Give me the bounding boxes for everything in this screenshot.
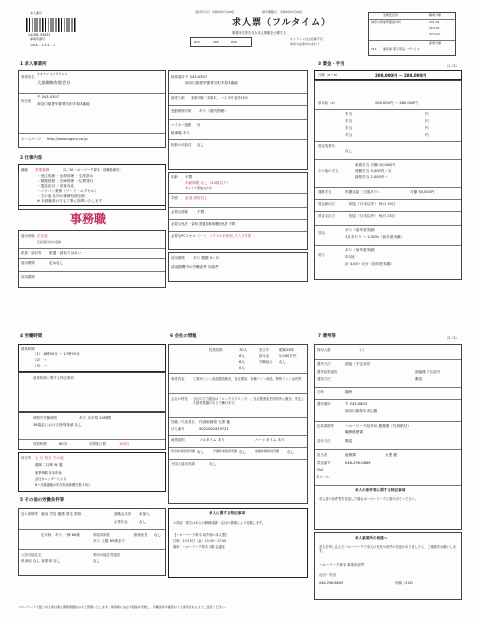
job-title: 営業事務 xyxy=(35,168,50,172)
rehire-label: 再雇用制度 xyxy=(93,533,110,537)
pension-label: 企業年金 xyxy=(114,520,128,524)
requirements-box xyxy=(168,172,308,250)
holiday-box xyxy=(18,452,166,492)
hours-special-label: 就業時間に関する特記事項 xyxy=(33,376,74,380)
job-desc-2: ・納期管理 ・在庫管理 ・伝票発行 xyxy=(37,179,94,183)
online-note: オンライン自主応募不可 xyxy=(290,37,323,41)
period-label: 雇用期間 xyxy=(21,261,35,265)
fixed-ot-value: なし xyxy=(345,149,353,153)
job-desc-box xyxy=(18,172,166,210)
rep-value: 代表取締役 大黒 健 xyxy=(199,420,231,424)
hours-label: 就業時間 xyxy=(21,347,35,351)
closing-label: 賃金締切日 xyxy=(318,202,335,206)
commute-max: 月額 50,000円 xyxy=(410,190,435,194)
period-value: 定めなし xyxy=(49,261,64,265)
other-allowance-label: その他の手当 xyxy=(318,169,339,173)
workplace-address: 神奈川県愛甲郡愛川町半原3番地 xyxy=(185,81,238,85)
car-label: マイカー通勤 xyxy=(171,123,192,127)
break-label: 休憩時間 xyxy=(33,442,47,446)
special-title: 求人に関する特記事項 xyxy=(209,511,245,515)
union-value: なし xyxy=(279,360,287,364)
wage-detail-box xyxy=(314,80,462,280)
job-number-label: 求人番号 xyxy=(30,11,43,15)
hours-special-box xyxy=(18,372,166,412)
fixed-ot-label: 固定残業代 xyxy=(318,144,335,148)
employees-place: 6人 xyxy=(239,354,245,358)
holiday-label: 休日等 xyxy=(21,456,32,460)
receipt-date-label: 受付年月日 xyxy=(195,10,211,14)
special-line-2: 【ハローワーク厚木 紹介員の求人票】 xyxy=(173,533,229,537)
raise-label: 昇給 xyxy=(318,231,325,235)
barcode-text: 14108- 94631 xyxy=(28,33,51,37)
age-note: 年齢制限 なし（44歳以下） xyxy=(185,181,231,185)
business-value: 工業用ミシン部品製造販売。自社製品：各種ミシン部品、特殊ミシン金具等 xyxy=(193,377,302,381)
hw-name: 山田・杉田 xyxy=(319,573,336,577)
childcare-label: 利用可能託児施設 xyxy=(93,553,121,557)
payday-value: 固定（月末以外） 毎月 25日 xyxy=(349,214,396,218)
count-label: 採用人数 xyxy=(317,348,331,352)
company-box xyxy=(18,70,166,148)
base-label: 基本給（a） xyxy=(318,101,338,105)
homepage-label: ホームページ xyxy=(21,137,42,141)
nearest-station: 本厚木駅「本厚木」 バス 3号 徒歩10分 xyxy=(191,96,248,100)
job-desc-6: ※ 未経験者の方も丁寧に指導いたします xyxy=(37,199,103,203)
union-label: 労働組合 xyxy=(259,360,273,364)
job-desc-3: ・電話応対 ・来客対応 xyxy=(37,184,75,188)
special2-title: 求人の条件等に関する特記事項 xyxy=(355,488,406,492)
housing-value: 単身用 なし 世帯用 なし xyxy=(21,559,61,563)
special-line-4: 場所：ハローワーク厚木 2階 会議室 xyxy=(173,545,225,549)
business-label: 事業内容 xyxy=(171,377,185,381)
trial-label: 試用期間 xyxy=(21,275,35,279)
annual-label: 年間休日数 xyxy=(89,442,106,446)
employment-label: 雇用形態 xyxy=(21,234,35,238)
education-value: 必須 高校以上 xyxy=(185,196,208,200)
job-desc-1: ・受注処理 ・出荷管理 ・生産指示 xyxy=(37,174,94,178)
employment-box xyxy=(18,230,166,288)
address-label: 所在地 xyxy=(21,99,32,103)
closing-value: 固定（月末以外） 毎月 10日 xyxy=(349,202,396,206)
send-label: 送付方法 xyxy=(317,439,331,443)
nursing-value: なし xyxy=(287,450,295,454)
parking-value: 駐車場 あり xyxy=(171,131,191,135)
extension-label: 勤務延長 xyxy=(134,533,148,537)
car-value: 可 xyxy=(197,123,201,127)
gov-code-2: 165 xyxy=(213,40,219,44)
allowance-4-name: 手当 xyxy=(345,133,353,137)
section7-page: （2／2） xyxy=(445,336,459,340)
rep-label: 役職／代表者名 xyxy=(171,420,195,424)
founded-label: 設立年 xyxy=(259,348,270,352)
corp-label: 法人番号 xyxy=(171,427,185,431)
job-code: （2／10 ハローワーク厚木・総職員補充） xyxy=(61,168,123,172)
extension-value: なし xyxy=(154,533,162,537)
transfer-label: 転勤の可能性 xyxy=(171,143,192,147)
section6-title: 6 会社の情報 xyxy=(170,334,197,339)
retire-label: 退職金共済 xyxy=(114,512,131,516)
employment-value: 正社員 xyxy=(37,234,48,238)
trial-period-label: 試用期間 xyxy=(171,256,185,260)
nursing-label: 看護休暇取得実績 xyxy=(255,449,280,453)
job-class-2: 253-01 xyxy=(429,26,440,30)
special-line-3: 日時：2月10日（金）13:30〜17:00 xyxy=(173,539,227,543)
allowance-1-val: 円 xyxy=(425,112,429,116)
license-value: 普通自動車運転免許 不問 xyxy=(199,222,236,226)
method-value: 面接（予定1回） xyxy=(345,362,373,366)
allowance-2-name: 手当 xyxy=(345,119,353,123)
date-label: 日時 xyxy=(317,390,324,394)
insurance-label: 加入保険等 xyxy=(21,512,38,516)
capital-label: 資本金 xyxy=(259,354,270,358)
childleave-label: 育児休業取得実績 xyxy=(171,449,196,453)
payday-label: 賃金支払日 xyxy=(318,214,335,218)
bonus-label: 賞与 xyxy=(318,253,325,257)
job-class-3: 273-03 xyxy=(429,32,440,36)
wage-range: 200,000円 〜 280,000円 xyxy=(375,72,427,78)
other-allowance-2: 皆勤手当 3,000円／月 xyxy=(355,169,392,173)
venue-label: 選考場所 xyxy=(317,402,331,406)
age-value: 不問 xyxy=(185,175,193,179)
age-reason: キャリア形成のため xyxy=(185,186,213,190)
industry-text: 製造業 電子部品・デバイス xyxy=(383,47,420,51)
contact-dept: 総務課 xyxy=(345,453,356,457)
company-postal: 〒 243-0307 xyxy=(37,95,60,99)
company-label: 事業所名 xyxy=(21,75,35,79)
ot-value: あり 月平均 10時間 xyxy=(79,416,112,420)
contact-name: 大黒 健 xyxy=(385,453,397,457)
section7-title: 7 選考等 xyxy=(318,334,336,339)
job-class-1: 271-01 xyxy=(429,20,440,24)
hw-ext: 内線（318） xyxy=(395,581,416,585)
industry-label: 産業分類 xyxy=(429,41,442,45)
method-label: 選考方法 xyxy=(317,362,331,366)
job-class-label: 職業分類 xyxy=(429,13,442,17)
tel-value: 046-290-0689 xyxy=(345,461,371,465)
commute-value: 実費支給（上限あり） xyxy=(345,190,381,194)
hw-title: 求人事業所の皆様へ xyxy=(355,536,388,540)
pension-value: なし xyxy=(139,520,147,524)
online-note-2: 常所方法等外の求行ト xyxy=(290,42,321,46)
company-info-box xyxy=(168,344,308,504)
trial-box xyxy=(168,252,308,282)
company-furigana: オオヤマ セイサクショ xyxy=(37,72,68,76)
raise-value: あり（前年度実績） xyxy=(345,228,378,232)
gov-code-3: 836 xyxy=(231,40,237,44)
shift-3: （3） 〜 xyxy=(33,364,48,368)
result-value: 面接後 7日以内 xyxy=(415,370,440,374)
expiry-label: 紹介期限日 xyxy=(262,10,278,14)
experience-value: 不問 xyxy=(197,210,205,214)
section3-title: 3 賃金・手当 xyxy=(318,62,345,67)
fax-label: FAX xyxy=(317,468,324,472)
result-label: 選考結果通知 xyxy=(317,370,338,374)
smoking-value: あり（屋内禁煙） xyxy=(199,109,228,113)
stamp-handwritten: 事務職 xyxy=(70,212,107,226)
allowance-2-val: 円 xyxy=(425,119,429,123)
overtime-box xyxy=(18,412,166,450)
workplace-postal: 〒 243-0307 xyxy=(185,75,208,79)
care-label: 介護休業取得実績 xyxy=(213,449,238,453)
working-value: フルタイム あり xyxy=(199,438,225,442)
job-desc-4: ・パソコン業務（ワード・エクセル） xyxy=(37,189,99,193)
count-value: 1人 xyxy=(359,348,365,352)
docs-value: ハローワーク紹介状 履歴書（写真貼付） xyxy=(345,424,411,428)
feature-value: 当社の主力製品は「ロックスプリング」。自社製造品を国内外に販売。安定した経営基盤のもとで働けます。 xyxy=(193,397,305,405)
education-label: 学歴 xyxy=(171,196,178,200)
section5-title: 5 その他の労働条件等 xyxy=(20,498,65,503)
job-title-label: 職種 xyxy=(21,168,28,172)
selection-box xyxy=(314,344,462,530)
employees-part: 0人 xyxy=(239,366,245,370)
allowance-3-name: 手当 xyxy=(345,126,353,130)
age-label: 年齢 xyxy=(171,175,178,179)
special-line-1: ＊昇給・賞与は本人の勤務成績・会社の業績により変動します。 xyxy=(173,521,266,525)
mgmt-box xyxy=(368,12,456,56)
workplace-box xyxy=(168,70,308,170)
pc-label: 必要なPCスキル xyxy=(171,234,196,238)
workplace-label: 就業場所 xyxy=(171,75,185,79)
allowance-3-val: 円 xyxy=(425,126,429,130)
dispatch-value: 派遣・請負ではない xyxy=(49,251,82,255)
raise-amount: 1月あたり 〜 2.00%（前年度実績） xyxy=(345,235,405,239)
trial-note: 試用期間中の労働条件 同条件 xyxy=(171,265,219,269)
employees-total: 70人 xyxy=(239,348,248,352)
pc-value: ワード、エクセルを使用した入力作業 xyxy=(197,234,251,238)
founded-value: 昭和26年 xyxy=(279,348,295,352)
holiday-note-1: 夏季休暇 年末年始 xyxy=(35,471,62,475)
insurance-value: 雇用 労災 健康 厚生 財形 xyxy=(41,512,82,516)
employees-label: 従業員数 xyxy=(209,348,223,352)
company-address: 神奈川県愛甲郡愛川町半原3番地 xyxy=(37,102,90,106)
venue-postal: 〒 243-0803 xyxy=(345,402,368,406)
care-value: なし xyxy=(239,450,247,454)
tel-label: 電話番号 xyxy=(317,461,331,465)
base-value: 200,000円 〜 280,000円 xyxy=(375,101,418,105)
rehire-value: あり 上限 65歳まで xyxy=(93,539,126,543)
bonus-value: あり（前年度実績） xyxy=(345,248,378,252)
barcode xyxy=(26,18,76,32)
allowance-4-val: 円 xyxy=(425,133,429,137)
trial-value: あり 期間 3ヶ月 xyxy=(193,256,220,260)
ot-note: 36協定における特別条項 なし xyxy=(33,423,82,427)
shift-1: （1） 8時00分 〜 17時15分 xyxy=(33,352,80,356)
date-value: 随時 xyxy=(345,390,353,394)
notify-value: 郵送 xyxy=(415,377,423,381)
retirement-value: あり 一律 60歳 xyxy=(55,533,80,537)
housing-label: 入居可能住宅 xyxy=(21,553,42,557)
venue-value: 神奈川県厚木市山際 xyxy=(345,409,378,413)
company-name: 大黒鋼線有限会社 xyxy=(37,80,71,85)
childcare-value: なし xyxy=(93,559,101,563)
dispatch-label: 派遣・請負等 xyxy=(21,251,42,255)
employment-note: 正社員以外の名称 xyxy=(37,240,62,244)
gov-code-box xyxy=(190,37,252,47)
transfer-value: なし xyxy=(197,143,205,147)
ot-label: 時間外労働時間 xyxy=(33,416,57,420)
annual-value: 105日 xyxy=(119,442,130,446)
commute-label: 通勤手当 xyxy=(318,190,332,194)
section3-page: （1／2） xyxy=(445,64,459,68)
gov-code-1: 870 xyxy=(194,40,200,44)
retirement-label: 定年制 xyxy=(41,533,52,537)
special-box xyxy=(168,508,308,578)
childleave-value: なし xyxy=(197,450,205,454)
hw-box xyxy=(314,532,462,600)
foreign-label: 外国人雇用実績 xyxy=(171,462,195,466)
mgmt-label: 受理安定所 xyxy=(383,13,399,17)
wage-label: 月額（a＋b） xyxy=(318,73,340,77)
capital-value: 5,000万円 xyxy=(279,354,297,358)
receipt-date: 令和5年7月28日 xyxy=(212,10,235,14)
office-number: 1416－ 1 0 2－ 1 xyxy=(30,43,56,47)
docs-label: 応募書類等 xyxy=(317,424,334,428)
experience-label: 必要な経験 xyxy=(171,210,188,214)
email-label: Eメール xyxy=(317,475,330,479)
part-rule-value: パートタイム あり xyxy=(255,438,285,442)
industry-code: 111 xyxy=(371,47,377,51)
other-allowance-3: 資格手当 2,000円〜 xyxy=(355,175,388,179)
holiday-note-3: 6ヶ月経過後の年次有給休暇日数 10日 xyxy=(35,483,90,487)
page-subtitle: 事業所名等を含む求人情報を公開する xyxy=(232,31,287,35)
docs-value-2: 職務経歴書 xyxy=(345,430,363,434)
corp-value: 9021001929721 xyxy=(199,427,229,431)
footer-note: ハローワークで扱う求人票は個人情報保護法のもと管理いたします。採用時には必ず面接を実施し、労働条件を確認のうえ採用されるようご留意ください。 xyxy=(18,605,228,609)
allowance-1-name: 手当 xyxy=(345,112,353,116)
wage-box xyxy=(314,70,462,80)
retire-value: 未加入 xyxy=(139,512,150,516)
office-number-label: 事業所番号 xyxy=(30,37,46,41)
shift-2: （2） 〜 xyxy=(33,358,48,362)
other-allowance-1: 家族手当 月額 10,000円 xyxy=(355,163,396,167)
special2-text: 求人者の条件等を変更した場合はハローワークに届け出てください。 xyxy=(319,497,418,501)
job-desc-5: ・その他 社内の事務処理全般 xyxy=(37,194,85,198)
notify-label: 通知方法 xyxy=(317,377,331,381)
employees-women: 6人 xyxy=(239,360,245,364)
hw-text: 求人を申し込んだハローワークで求人の充足や条件の変更がありましたら、ご連絡をお願いします。 xyxy=(319,545,457,553)
homepage-link[interactable]: http://www.oguro.co.jp xyxy=(47,137,88,141)
working-label: 就業規則 xyxy=(171,438,185,442)
foreign-value: なし xyxy=(209,462,217,466)
section1-title: 1 求人事業所 xyxy=(20,62,47,67)
conditions-box xyxy=(18,508,166,576)
holiday-note-2: 会社カレンダーによる xyxy=(35,477,67,481)
send-value: 郵送 xyxy=(345,439,353,443)
break-value: 60分 xyxy=(59,442,68,446)
license-label: 必要な免許・資格 xyxy=(171,222,199,226)
mgmt-office: 神奈川県愛甲郡愛川町 xyxy=(371,20,402,24)
smoking-label: 受動喫煙対策 xyxy=(171,109,192,113)
bonus-times: 年2回 xyxy=(345,255,355,259)
nearest-label: 最寄り駅 xyxy=(171,96,185,100)
holiday-value: 土 日 祝日 その他 xyxy=(35,456,64,460)
page-title: 求人票（フルタイム） xyxy=(232,18,332,28)
expiry-date: 令和5年9月30日 xyxy=(280,10,303,14)
hw-tel: 046-296-8609 xyxy=(319,581,344,585)
hours-box xyxy=(18,344,166,372)
feature-label: 会社の特長 xyxy=(171,397,188,401)
section4-title: 4 労働時間 xyxy=(20,334,43,339)
bonus-amount: 計 3.00ヶ月分（前年度実績） xyxy=(345,262,394,266)
contact-label: 担当者 xyxy=(317,453,328,457)
section2-title: 2 仕事内容 xyxy=(20,156,43,161)
weekly-value: 週休二日制 毎 週 xyxy=(35,463,63,467)
hw-office: ハローワーク厚木 事業所部門 xyxy=(319,563,365,567)
